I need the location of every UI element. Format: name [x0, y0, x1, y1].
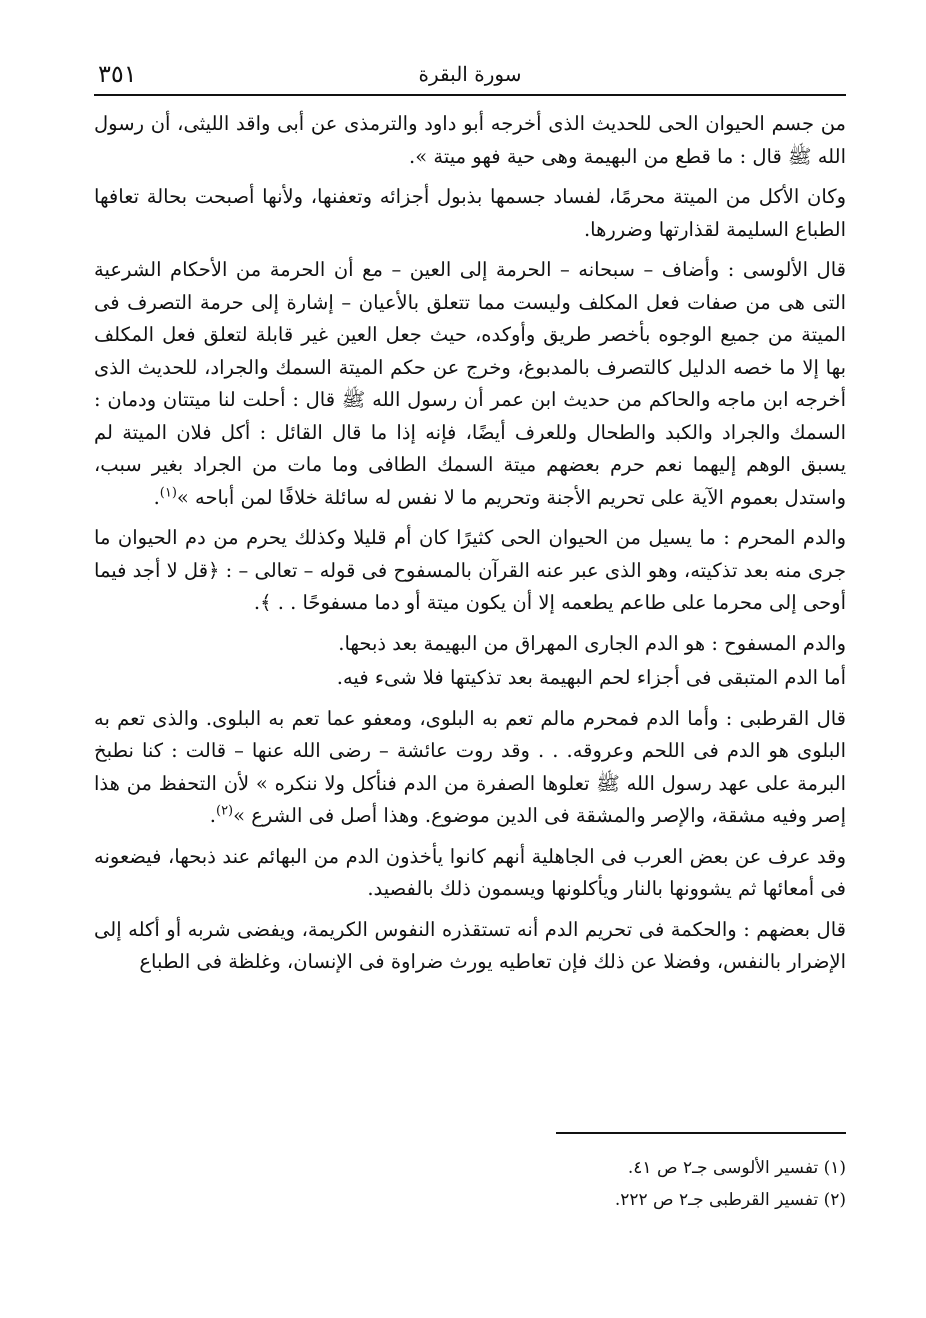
paragraph	[94, 703, 846, 833]
page-number: ٣٥١	[98, 60, 137, 88]
header-rule	[94, 94, 846, 96]
paragraph-tail: .	[153, 485, 160, 509]
paragraph-text: والدم المسفوح : هو الدم الجارى المهراق من البهيمة بعد ذبحها.	[338, 631, 846, 655]
paragraph	[94, 914, 846, 979]
paragraph-tail: .	[209, 804, 216, 827]
paragraph	[94, 662, 846, 695]
paragraph-text: وكان الأكل من الميتة محرمًا، لفساد جسمها بذبول أجزائه وتعفنها، ولأنها أصبحت بحالة تعافها الطباع السليمة لقذارتها وضررها.	[94, 185, 846, 241]
paragraph	[94, 181, 846, 246]
paragraph-text: من جسم الحيوان الحى للحديث الذى أخرجه أبو داود والترمذى عن أبى واقد الليثى، أن رسول الله ﷺ قال : ما قطع من البهيمة وهى حية فهو ميتة ».	[94, 112, 846, 168]
paragraph-text: قال بعضهم : والحكمة فى تحريم الدم أنه تستقذره النفوس الكريمة، ويفضى شربه أو أكله إلى الإضرار بالنفس، وفضلا عن ذلك فإن تعاطيه يورث ضراوة فى الإنسان، وغلظة فى الطباع	[94, 917, 846, 973]
paragraph-text: والدم المحرم : ما يسيل من الحيوان الحى كثيرًا كان أم قليلا وكذلك يحرم من دم الحيوان ما جرى منه بعد تذكيته، وهو الذى عبر عنه القرآن بالمسفوح فى قوله – تعالى – : ﴿قل لا أجد فيما أوحى إلى محرما على طاعم يطعمه إلا أن يكون ميتة أو دما مسفوحًا . . ﴾.	[94, 526, 846, 614]
footnotes	[94, 1152, 846, 1216]
page-header	[94, 52, 846, 92]
paragraph-text: أما الدم المتبقى فى أجزاء لحم البهيمة بعد تذكيتها فلا شىء فيه.	[336, 666, 846, 689]
paragraph	[94, 108, 846, 173]
footnote-marker[interactable]: (١)	[159, 485, 177, 500]
paragraph-text: قال القرطبى : وأما الدم فمحرم مالم تعم به البلوى، ومعفو عما تعم به البلوى. والذى تعم به البلوى هو الدم فى اللحم وعروقه. . . وقد روت عائشة – رضى الله عنها – قالت : كنا نطبخ البرمة على عهد رسول الله ﷺ تعلوها الصفرة من الدم فنأكل ولا ننكره » لأن التحفظ من هذا إصر وفيه مشقة، والإصر والمشقة فى الدين موضوع. وهذا أصل فى الشرع »	[94, 706, 846, 827]
paragraph	[94, 628, 846, 661]
paragraph-text: قال الألوسى : وأضاف – سبحانه – الحرمة إلى العين – مع أن الحرمة من الأحكام الشرعية التى هى من صفات فعل المكلف وليست مما تتعلق بالأعيان – إشارة إلى حرمة التصرف فى الميتة من جميع الوجوه بأخصر طريق وأوكده، حيث جعل العين غير قابلة لتعلق فعل المكلف بها إلا ما خصه الدليل كالتصرف بالمدبوغ، وخرج عن حكم الميتة السمك والجراد، للحديث الذى أخرجه ابن ماجه والحاكم من حديث ابن عمر أن رسول الله ﷺ قال : أحلت لنا ميتتان ودمان : السمك والجراد والكبد والطحال وللعرف أيضًا، فإنه إذا ما قال القائل : أكل فلان الميتة لم يسبق الوهم إليهما نعم حرم بعضهم ميتة السمك الطافى وما مات من الجراد بغير سبب، واستدل بعموم الآية على تحريم الأجنة وتحريم ما لا نفس له سائلة خلافًا لمن أباحه »	[94, 258, 846, 509]
body-text	[94, 108, 846, 987]
paragraph	[94, 841, 846, 906]
paragraph	[94, 254, 846, 514]
footnote-marker[interactable]: (٢)	[215, 803, 234, 819]
footnote: (٢) تفسير القرطبى جـ٢ ص ٢٢٢.	[614, 1190, 846, 1210]
paragraph-text: وقد عرف عن بعض العرب فى الجاهلية أنهم كانوا يأخذون الدم من البهائم عند ذبحها، فيضعونه فى أمعائها ثم يشوونها بالنار ويأكلونها ويسمون ذلك بالفصيد.	[94, 844, 846, 900]
footnote-rule	[556, 1132, 846, 1134]
paragraph	[94, 522, 846, 620]
footnote: (١) تفسير الألوسى جـ٢ ص ٤١.	[627, 1158, 846, 1178]
running-title: سورة البقرة	[418, 62, 522, 86]
